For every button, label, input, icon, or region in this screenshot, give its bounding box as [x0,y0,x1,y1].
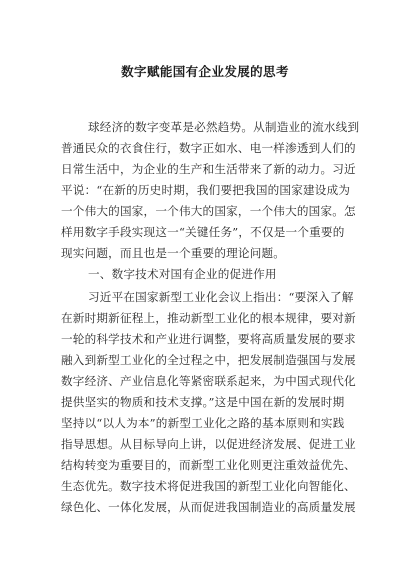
paragraph-line: 融入到新型工业化的全过程之中，把发展制造强国与发展 [61,353,356,367]
paragraph-line: 坚持以“以人为本”的新型工业化之路的基本原则和实践 [61,416,345,430]
document-title: 数字赋能国有企业发展的思考 [121,64,289,79]
paragraph-line: 习近平在国家新型工业化会议上指出：“要深入了解 [88,290,354,304]
paragraph-line: 日常生活中，为企业的生产和生活带来了新的动力。习近 [61,162,356,176]
paragraph-line: 一个伟大的国家，一个伟大的国家，一个伟大的国家。怎 [61,204,356,218]
paragraph-line: 指导思想。从目标导向上讲，以促进经济发展、促进工业 [61,437,356,451]
paragraph-line: 普通民众的衣食住行，数字正如水、电一样渗透到人们的 [61,141,356,155]
section-heading: 一、数字技术对国有企业的促进作用 [88,267,277,281]
paragraph-line: 一轮的科学技术和产业进行调整，要将高质量发展的要求 [61,332,356,346]
paragraph-line: 球经济的数字变革是必然趋势。从制造业的流水线到 [88,120,360,134]
paragraph-line: 提供坚实的物质和技术支撑。”这是中国在新的发展时期 [61,395,345,409]
paragraph-line: 数字经济、产业信息化等紧密联系起来，为中国式现代化 [61,374,356,388]
paragraph-line: 平说：“在新的历史时期，我们要把我国的国家建设成为 [61,183,351,197]
paragraph-line: 在新时期新征程上，推动新型工业化的根本规律，要对新 [61,311,356,325]
paragraph-line: 绿色化、一体化发展，从而促进我国制造业的高质量发展 [61,500,356,514]
paragraph-line: 结构转变为重要目的，而新型工业化则更注重效益优先、 [61,458,356,472]
paragraph-line: 现实问题，而且也是一个重要的理论问题。 [61,246,286,260]
paragraph-line: 生态优先。数字技术将促进我国的新型工业化向智能化、 [61,479,356,493]
paragraph-line: 样用数字手段实现这一“关键任务”，不仅是一个重要的 [61,225,345,239]
